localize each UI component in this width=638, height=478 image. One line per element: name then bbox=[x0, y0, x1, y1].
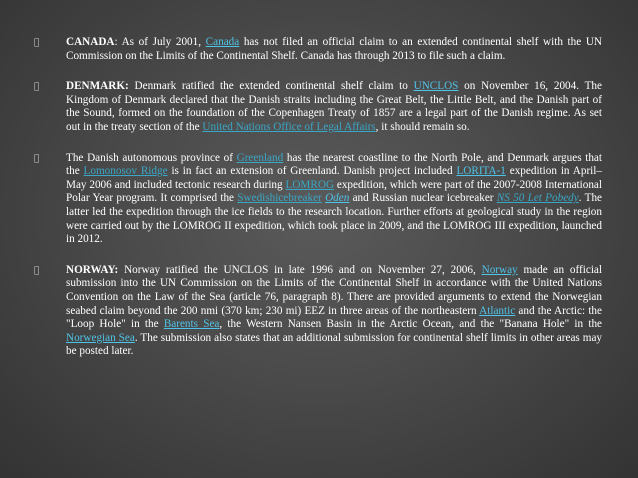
hyperlink[interactable]: Norwegian Sea bbox=[66, 331, 135, 344]
bullet-icon bbox=[34, 152, 66, 164]
paragraph-canada bbox=[34, 36, 602, 63]
body-text: made an official submission into the UN Commission on the Limits of the Continental Shelf in accordance with the United Nations Convention on the Law of the Sea (article 76, paragraph 8). There are provided arguments to extend the Norwegian seabed claim beyond the 200 nmi (370 km; 230 mi) EEZ in three areas of the northeastern bbox=[66, 263, 602, 317]
hyperlink[interactable]: LORITA-1 bbox=[456, 165, 506, 178]
hyperlink[interactable]: NS 50 Let Pobedy bbox=[496, 192, 579, 205]
body-text: has the nearest coastline to the North Pole, and Denmark argues that the bbox=[66, 151, 602, 178]
body-text: Denmark ratified the extended continental shelf claim to bbox=[128, 80, 414, 93]
body-text: . The latter led the expedition through the ice fields to the research location. Further efforts at geological study in the region were carried out by the LOMROG II expedition, which took place in 2009, and the LOMROG III expedition, launched in 2012. bbox=[66, 192, 603, 246]
section-heading: NORWAY: bbox=[66, 263, 119, 276]
hyperlink[interactable]: Greenland bbox=[236, 151, 284, 164]
hyperlink[interactable]: UNCLOS bbox=[413, 80, 459, 93]
body-text: Norway ratified the UNCLOS in late 1996 and on November 27, 2006, bbox=[118, 263, 482, 276]
body-text: , the Western Nansen Basin in the Arctic Ocean, and the "Banana Hole" in the bbox=[219, 318, 603, 331]
paragraph-text bbox=[66, 152, 602, 247]
body-text: on November 16, 2004. The Kingdom of Denmark declared that the Danish straits including the Great Belt, the Little Belt, and the Danish part of the Sound, formed on the foundation of the Copenhagen Treaty of 1857 are a legal part of the Danish regime. As set out in the treaty section of the bbox=[66, 80, 602, 133]
body-text: , it should remain so. bbox=[375, 120, 470, 133]
bullet-icon bbox=[34, 264, 66, 276]
section-heading: DENMARK: bbox=[66, 80, 129, 93]
hyperlink[interactable]: Norway bbox=[481, 263, 518, 276]
body-text: : As of July 2001, bbox=[114, 36, 206, 48]
hyperlink[interactable]: Swedishicebreaker bbox=[237, 192, 322, 205]
hyperlink[interactable]: Oden bbox=[325, 192, 350, 205]
hyperlink[interactable]: LOMROG bbox=[285, 178, 334, 191]
body-text: expedition in April–May 2006 and included tectonic research during bbox=[66, 165, 602, 191]
body-text: and Russian nuclear icebreaker bbox=[349, 192, 497, 205]
body-text: The Danish autonomous province of bbox=[66, 151, 237, 164]
bullet-icon bbox=[34, 36, 66, 48]
body-text: and the Arctic: the "Loop Hole" in the bbox=[66, 304, 602, 331]
hyperlink[interactable]: Lomonosov Ridge bbox=[83, 165, 168, 178]
paragraph-text bbox=[66, 80, 602, 134]
paragraph-greenland bbox=[34, 152, 602, 247]
body-text: is in fact an extension of Greenland. Danish project included bbox=[167, 165, 457, 178]
bullet-icon bbox=[34, 80, 66, 92]
hyperlink[interactable]: Canada bbox=[205, 36, 240, 48]
body-text: expedition, which were part of the 2007-2008 International Polar Year program. It comprised the bbox=[66, 178, 603, 205]
section-heading: CANADA bbox=[66, 36, 115, 48]
paragraph-norway bbox=[34, 264, 602, 359]
paragraph-text bbox=[66, 36, 602, 63]
body-text: . The submission also states that an additional submission for continental shelf limits in other areas may be posted later. bbox=[66, 331, 603, 358]
hyperlink[interactable]: Barents Sea bbox=[163, 318, 220, 331]
body-text: has not filed an official claim to an extended continental shelf with the UN Commission on the Limits of the Continental Shelf. Canada has through 2013 to file such a claim. bbox=[66, 36, 602, 62]
paragraph-text bbox=[66, 264, 602, 359]
hyperlink[interactable]: United Nations Office of Legal Affairs bbox=[202, 120, 376, 133]
slide-body bbox=[34, 36, 602, 376]
paragraph-denmark bbox=[34, 80, 602, 134]
hyperlink[interactable]: Atlantic bbox=[479, 304, 516, 317]
